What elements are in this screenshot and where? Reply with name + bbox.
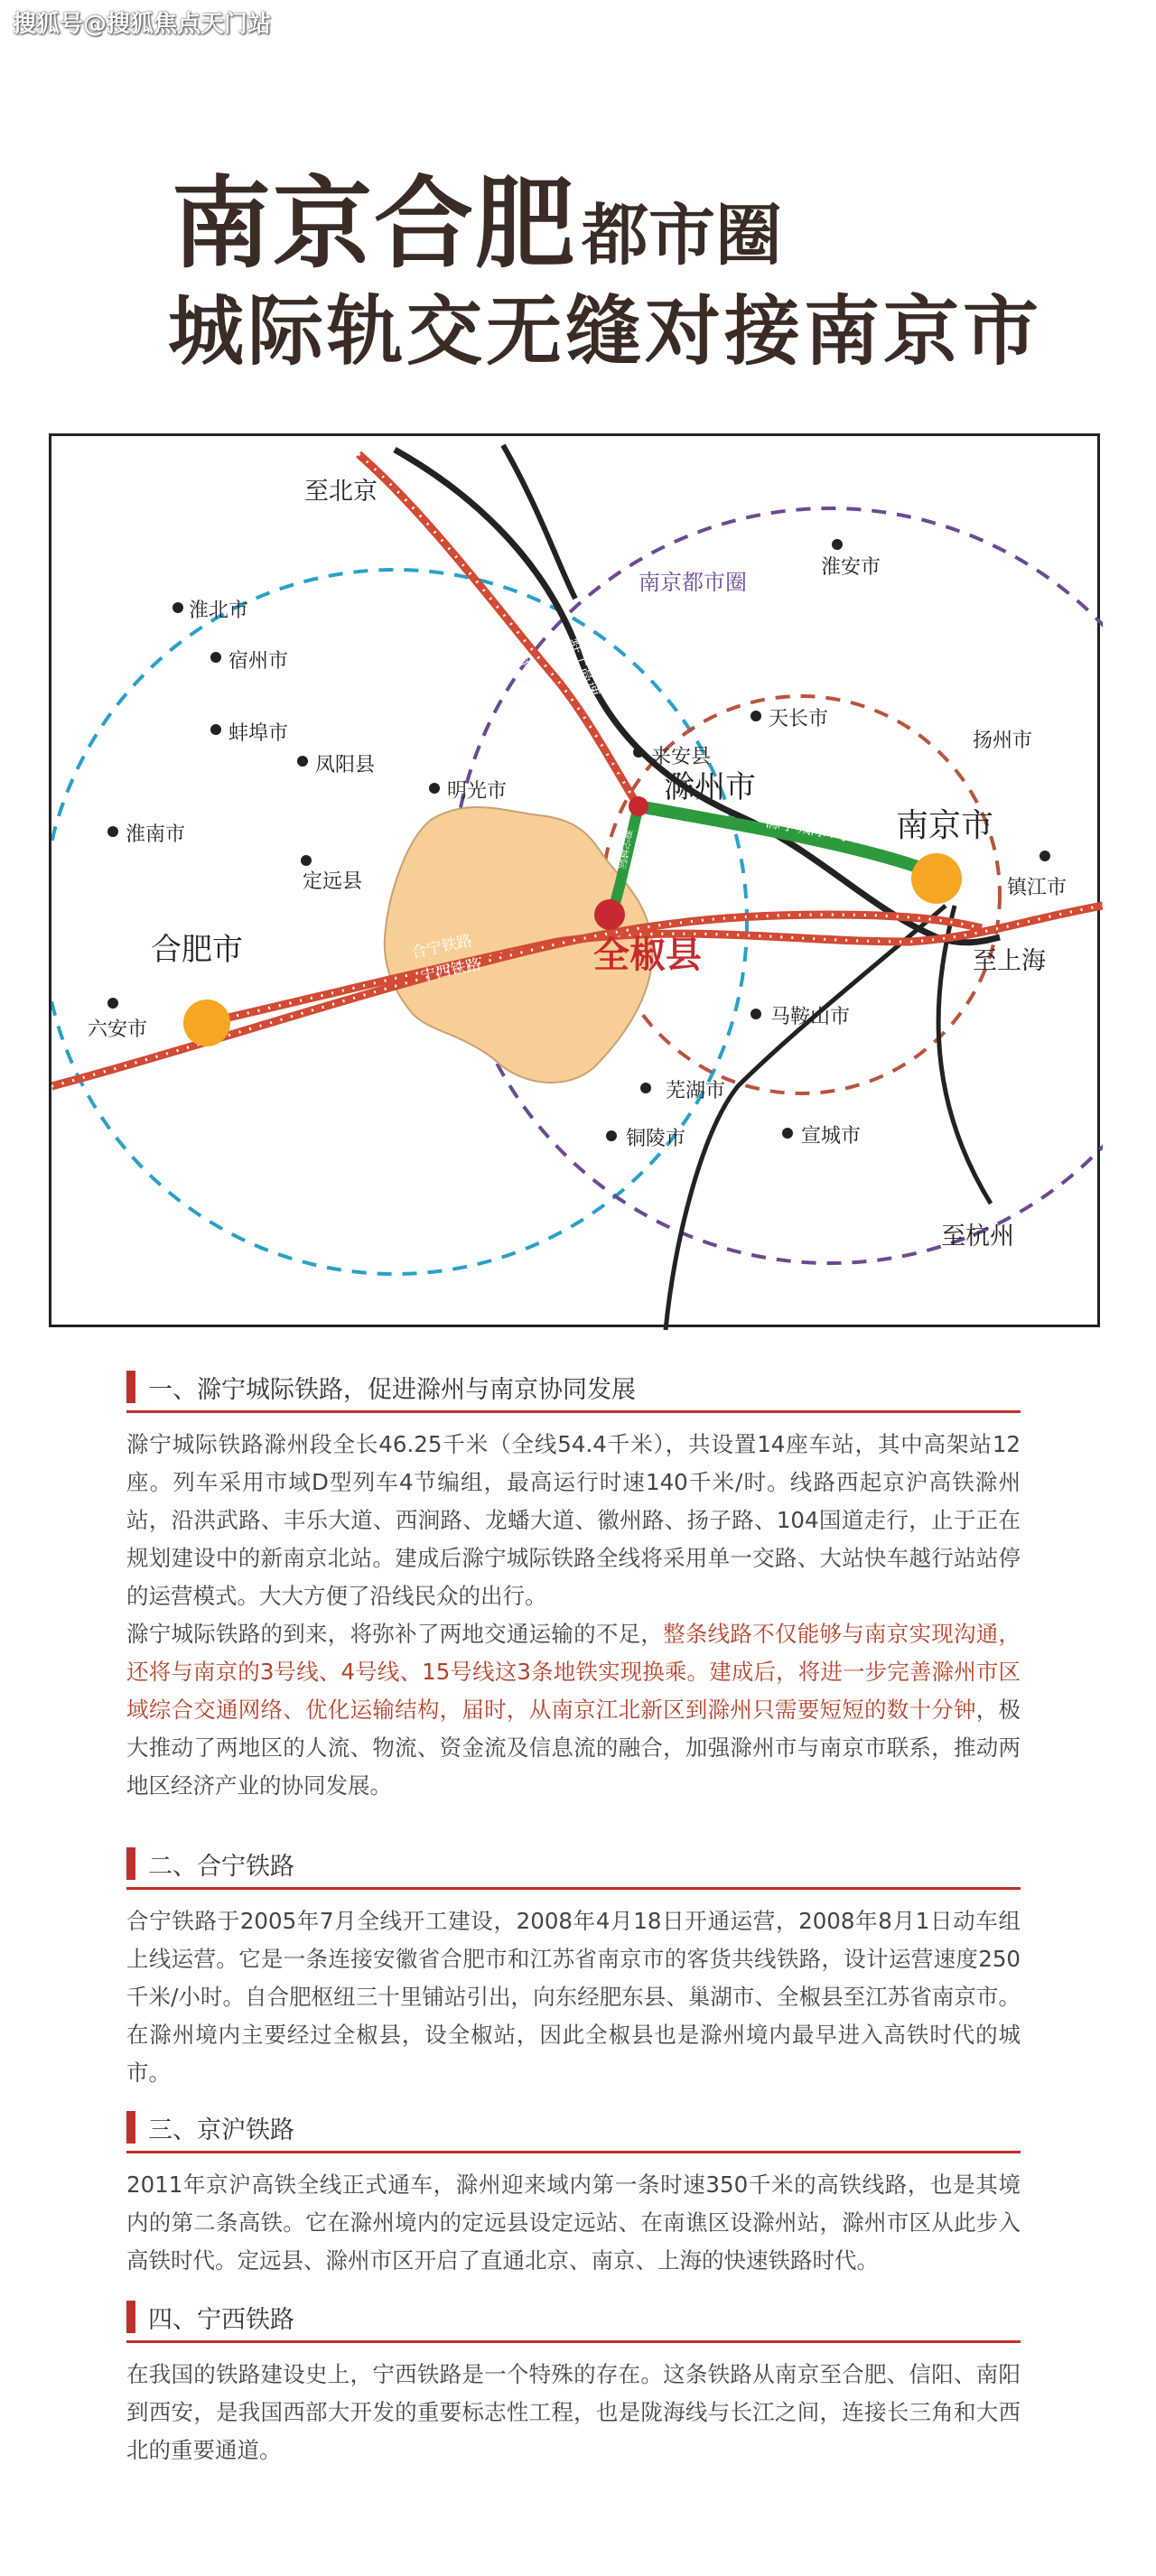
quanjiao-label: 全椒县	[593, 935, 702, 975]
nanjing-circle-label: 南京都市圈	[639, 571, 747, 595]
tongling-label: 铜陵市	[626, 1127, 686, 1149]
section-4	[126, 2293, 1021, 2469]
title-line-1	[172, 144, 782, 287]
bengbu-label: 蚌埠市	[228, 721, 289, 744]
suzhou-dot	[210, 652, 221, 663]
xuancheng-label: 宣城市	[801, 1124, 862, 1147]
para-text: 滁宁城际铁路的到来，将弥补了两地交通运输的不足，	[126, 1621, 664, 1647]
yangzhou-label: 扬州市	[973, 729, 1033, 751]
wuhu-railway	[666, 906, 946, 1330]
chuzhou-dot	[629, 796, 648, 816]
section-1	[126, 1363, 1021, 1805]
jinghu-hsr	[359, 454, 639, 806]
dingyuan-dot	[301, 855, 312, 866]
para-text: ，极大推动了两地区的人流、物流、资金流及信息流的融合，加强滁州市与南京市联系，推动两地区经济产业的协同发展。	[126, 1697, 1021, 1799]
wuhu-dot	[640, 1083, 651, 1093]
jinghu-label: 京沪高铁	[504, 641, 552, 702]
hefei-label: 合肥市	[151, 933, 243, 967]
to-shanghai-label: 至上海	[973, 947, 1046, 974]
nanjing-dot	[911, 853, 962, 904]
tianchang-label: 天长市	[769, 707, 829, 730]
chuning-small-label: 滁宁城际	[615, 828, 633, 870]
wuhu-label: 芜湖市	[666, 1079, 726, 1102]
section-2-header	[126, 1840, 1021, 1890]
quanjiao-dot	[594, 899, 625, 930]
nanjing-label: 南京市	[896, 806, 994, 843]
watermark: 搜狐号@搜狐焦点天门站	[13, 11, 272, 38]
maanshan-label: 马鞍山市	[770, 1005, 851, 1028]
section-1-para-1: 滁宁城际铁路滁州段全长46.25千米（全线54.4千米），共设置14座车站，其中高架站12座。列车采用市域D型列车4节编组，最高运行时速140千米/时。线路西起京沪高铁滁州站，沿洪武路、丰乐大道、西涧路、龙蟠大道、徽州路、扬子路、104国道走行，止于正在规划建设中的新南京北站。建成后滁宁城际铁路全线将采用单一交路、大站快车越行站站停的运营模式。大大方便了沿线民众的出行。	[126, 1431, 1021, 1609]
zhenjiang-dot	[1039, 851, 1050, 861]
zhenjiang-label: 镇江市	[1007, 876, 1067, 898]
luan-label: 六安市	[88, 1018, 148, 1040]
huaian-label: 淮安市	[821, 555, 881, 578]
para-highlight: 整条线路不仅能够与南京实现沟通，还将与南京的3号线、4号线、15号线这3条地铁实现换乘。建成后，将进一步完善滁州市区域综合交通网络、优化运输结构，届时，从南京江北新区到滁州只需要短短的数十分钟	[126, 1621, 1021, 1723]
to-hangzhou-label: 至杭州	[941, 1223, 1014, 1250]
section-3-para-1: 2011年京沪高铁全线正式通车，滁州迎来域内第一条时速350千米的高铁线路，也是其境内的第二条高铁。它在滁州境内的定远县设定远站、在南谯区设滁州站，滁州市区从此步入高铁时代。定远县、滁州市区开启了直通北京、南京、上海的快速铁路时代。	[126, 2171, 1021, 2274]
dingyuan-label: 定远县	[303, 870, 363, 892]
title-sub: 都市圈	[582, 197, 782, 274]
tongling-dot	[606, 1130, 617, 1141]
chuning-label: 滁宁城际4号线	[764, 813, 867, 848]
huaibei-dot	[172, 602, 183, 613]
bengbu-dot	[210, 724, 221, 735]
mingguang-dot	[429, 783, 440, 794]
to-beijing-label: 至北京	[304, 478, 378, 505]
tianchang-dot	[750, 711, 761, 721]
section-1-para-2	[126, 1615, 1021, 1805]
section-1-heading: 一、滁宁城际铁路，促进滁州与南京协同发展	[148, 1375, 636, 1404]
section-marker	[126, 1371, 135, 1403]
rail-map	[49, 433, 1100, 1327]
huaibei-label: 淮北市	[189, 599, 249, 621]
section-4-heading: 四、宁西铁路	[148, 2305, 294, 2334]
section-marker	[126, 1847, 135, 1880]
section-4-para-1: 在我国的铁路建设史上，宁西铁路是一个特殊的存在。这条铁路从南京至合肥、信阳、南阳到西安，是我国西部大开发的重要标志性工程，也是陇海线与长江之间，连接长三角和大西北的重要通道。	[126, 2361, 1021, 2463]
map-svg	[51, 436, 1103, 1330]
suzhou-label: 宿州市	[228, 649, 289, 672]
fengyang-label: 凤阳县	[315, 753, 376, 776]
section-1-header	[126, 1363, 1021, 1413]
fengyang-dot	[297, 756, 308, 767]
section-3	[126, 2104, 1021, 2280]
huainan-label: 淮南市	[126, 823, 186, 845]
jinghu-hsr-ties	[359, 454, 639, 806]
ningxi-label: 宁西铁路	[418, 955, 483, 985]
huaian-dot	[832, 539, 843, 550]
title-line-2: 城际轨交无缝对接南京市	[168, 287, 1043, 376]
chuzhou-label: 滁州市	[664, 770, 756, 804]
hening-label: 合宁铁路	[409, 932, 474, 962]
section-2	[126, 1840, 1021, 2092]
laian-dot	[633, 747, 644, 758]
section-2-heading: 二、合宁铁路	[148, 1852, 294, 1881]
mingguang-label: 明光市	[447, 779, 508, 802]
huainan-dot	[107, 826, 118, 837]
maanshan-dot	[750, 1009, 761, 1019]
xuancheng-dot	[782, 1128, 793, 1139]
luan-dot	[107, 998, 118, 1009]
bengning-label: 蚌宁高速	[567, 635, 603, 699]
laian-label: 来安县	[651, 745, 712, 767]
section-3-header	[126, 2104, 1021, 2153]
section-marker	[126, 2111, 135, 2144]
section-3-heading: 三、京沪铁路	[148, 2116, 294, 2144]
title-main: 南京合肥	[172, 166, 576, 282]
section-marker	[126, 2301, 135, 2333]
section-4-header	[126, 2293, 1021, 2343]
hefei-dot	[183, 1000, 230, 1046]
section-2-para-1: 合宁铁路于2005年7月全线开工建设，2008年4月18日开通运营，2008年8月1日动车组上线运营。它是一条连接安徽省合肥市和江苏省南京市的客货共线铁路，设计运营速度250千米/小时。自合肥枢纽三十里铺站引出，向东经肥东县、巢湖市、全椒县至江苏省南京市。在滁州境内主要经过全椒县，设全椒站，因此全椒县也是滁州境内最早进入高铁时代的城市。	[126, 1908, 1021, 2086]
